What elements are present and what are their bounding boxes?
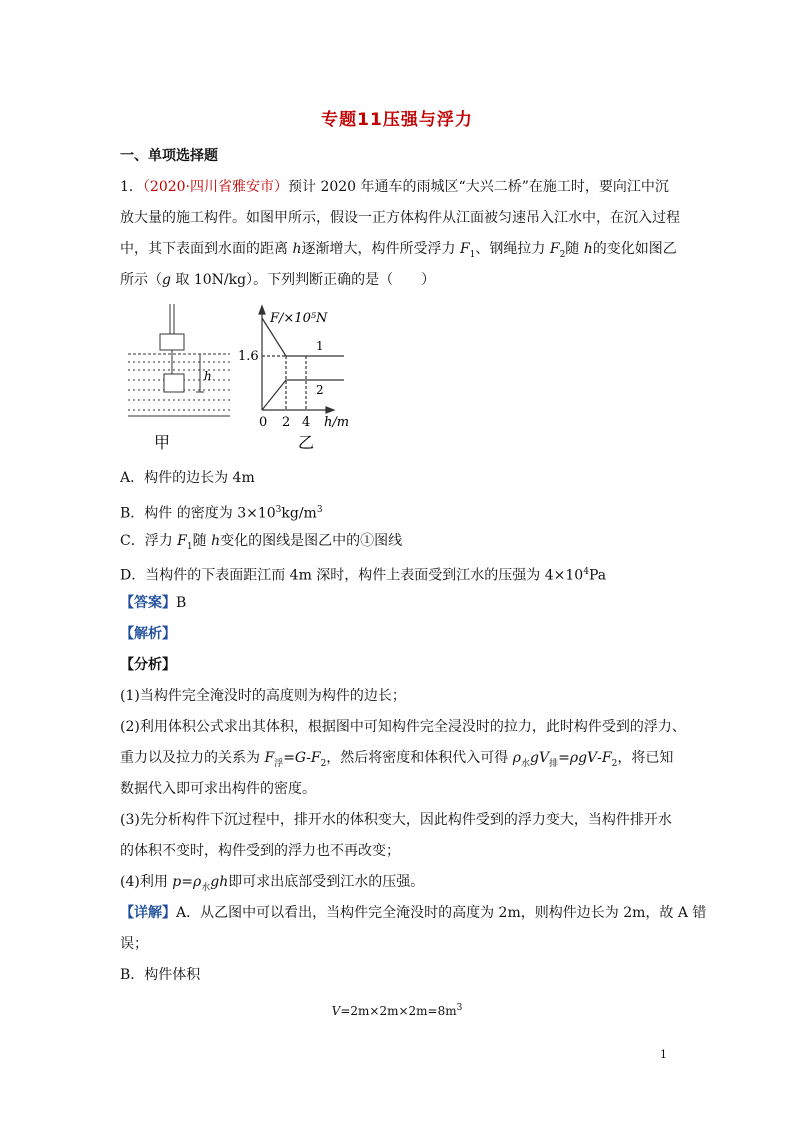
x-axis-label: h/m xyxy=(324,415,350,430)
formula-volume xyxy=(0,998,794,1021)
option-b-text: B．构件 的密度为 3×10 xyxy=(120,505,276,522)
option-b xyxy=(120,500,323,524)
stem-text: 、钢绳拉力 xyxy=(475,241,550,257)
page-title: 专题11压强与浮力 xyxy=(321,110,473,130)
superscript: 4 xyxy=(583,567,589,577)
text: - xyxy=(306,750,311,766)
var-h: h xyxy=(292,241,302,257)
subscript: 1 xyxy=(469,249,476,260)
var-g: g xyxy=(162,272,171,288)
var: gV xyxy=(530,750,550,766)
stem-text: 的变化如图乙 xyxy=(592,241,677,257)
option-b-text: kg/m xyxy=(281,505,317,522)
option-a xyxy=(120,468,255,488)
var: ρ xyxy=(569,750,579,766)
text: A．从乙图中可以看出，当构件完全淹没时的高度为 2m，则构件边长为 2m，故 A 错 xyxy=(176,905,707,921)
subscript: 2 xyxy=(320,758,327,769)
text: = xyxy=(181,874,193,890)
option-c xyxy=(120,531,402,557)
analysis-point-4 xyxy=(120,872,424,898)
subscript: 排 xyxy=(549,758,559,769)
text: (4)利用 xyxy=(120,874,173,890)
question-figure xyxy=(120,298,360,456)
analysis-point-2-cont xyxy=(120,748,673,774)
superscript: 3 xyxy=(456,1003,463,1013)
stem-text: 逐渐增大，构件所受浮力 xyxy=(301,241,460,257)
var: G xyxy=(294,750,307,766)
y-axis-label: F/×10⁵N xyxy=(270,311,328,326)
answer-tag: 【答案】 xyxy=(120,595,176,611)
text: 即可求出底部受到江水的压强。 xyxy=(228,874,425,890)
label-yi: 乙 xyxy=(298,433,315,452)
var: V xyxy=(331,1004,341,1018)
var-h: h xyxy=(583,241,593,257)
text: = xyxy=(283,750,295,766)
text: - xyxy=(597,750,602,766)
option-d xyxy=(120,562,606,586)
question-line-2 xyxy=(120,208,680,228)
option-c-text: 变化的图线是图乙中的①图线 xyxy=(220,533,403,549)
var: ρ xyxy=(192,874,202,890)
stem-text: 放大量的施工构件。如图甲所示，假设一正方体构件从江面被匀速吊入江水中，在沉入过程 xyxy=(120,210,680,226)
answer-line xyxy=(120,593,186,613)
var: ρ xyxy=(512,750,521,766)
text: = xyxy=(558,750,570,766)
detail-a-cont: 误； xyxy=(120,936,148,952)
detail-tag: 【详解】 xyxy=(120,905,176,921)
cube-block xyxy=(164,374,184,392)
analysis-tag: 【解析】 xyxy=(120,626,176,642)
var-h: h xyxy=(211,533,221,549)
h-label: h xyxy=(204,369,212,383)
option-d-text: D．当构件的下表面距江而 4m 深时，构件上表面受到江水的压强为 4×10 xyxy=(120,567,584,584)
subscript: 水 xyxy=(201,882,211,893)
superscript: 3 xyxy=(316,505,323,515)
stem-text: 所示（ xyxy=(120,272,162,288)
figure-svg xyxy=(120,298,360,456)
x-tick-label: 2 xyxy=(282,415,291,430)
stem-text: 预计 2020 年通车的雨城区“大兴二桥”在施工时，要向江中沉 xyxy=(288,179,669,195)
detail-b: B．构件体积 xyxy=(120,967,201,983)
question-number: 1． xyxy=(120,179,143,195)
option-a-text: A．构件的边长为 4m xyxy=(120,470,255,486)
fenxi-heading: 【分析】 xyxy=(120,657,176,673)
var: p xyxy=(172,874,182,890)
curve-1-label: 1 xyxy=(316,339,324,353)
x-tick-label: 4 xyxy=(302,415,311,430)
answer-value: B xyxy=(176,595,187,611)
subscript: 浮 xyxy=(274,758,284,769)
curve-2-label: 2 xyxy=(316,383,324,397)
text: ，将已知 xyxy=(617,750,674,766)
crane-block xyxy=(160,334,184,350)
y-tick-label: 1.6 xyxy=(238,349,259,364)
subscript: 1 xyxy=(186,541,193,552)
subscript: 2 xyxy=(611,758,618,769)
stem-text: 中，其下表面到水面的距离 xyxy=(120,241,293,257)
var: F xyxy=(310,750,321,766)
option-d-text: Pa xyxy=(588,567,607,584)
analysis-heading xyxy=(120,624,176,644)
section-heading: 一、单项选择题 xyxy=(120,148,218,164)
var: gh xyxy=(210,874,229,890)
var-f: F xyxy=(177,533,187,549)
question-line-1 xyxy=(120,177,669,197)
x-tick-label: 0 xyxy=(259,415,268,430)
var-f: F xyxy=(459,241,470,257)
var: F xyxy=(264,750,275,766)
detail-a xyxy=(120,903,706,923)
diagram-jia xyxy=(128,304,230,416)
analysis-point-3-cont: 的体积不变时，构件受到的浮力也不再改变； xyxy=(120,843,400,859)
analysis-point-3: (3)先分析构件下沉过程中，排开水的体积变大，因此构件受到的浮力变大，当构件排开水 xyxy=(120,812,672,828)
subscript: 2 xyxy=(559,249,566,260)
option-c-text: C．浮力 xyxy=(120,533,178,549)
analysis-point-1: (1)当构件完全淹没时的高度则为构件的边长； xyxy=(120,688,406,704)
question-line-3 xyxy=(120,239,677,265)
var: gV xyxy=(578,750,598,766)
curve-2 xyxy=(262,380,344,410)
y-axis-arrow xyxy=(259,306,265,314)
text: =2m×2m×2m=8m xyxy=(340,1004,457,1018)
analysis-point-2: (2)利用体积公式求出其体积，根据图中可知构件完全浸没时的拉力，此时构件受到的浮力、 xyxy=(120,719,686,735)
analysis-point-2-end: 数据代入即可求出构件的密度。 xyxy=(120,781,316,797)
var-f: F xyxy=(549,241,560,257)
stem-text: 取 10N/kg）。下列判断正确的是（ ） xyxy=(170,272,436,288)
x-axis-arrow xyxy=(326,407,334,413)
superscript: 3 xyxy=(275,505,282,515)
text: ，然后将密度和体积代入可得 xyxy=(326,750,513,766)
stem-text: 随 xyxy=(565,241,584,257)
page-number: 1 xyxy=(660,1048,667,1061)
label-jia: 甲 xyxy=(154,433,171,452)
text: 重力以及拉力的关系为 xyxy=(120,750,265,766)
subscript: 水 xyxy=(520,758,530,769)
option-c-text: 随 xyxy=(192,533,212,549)
var: F xyxy=(601,750,612,766)
question-source: （2020·四川省雅安市） xyxy=(142,179,289,195)
question-line-4 xyxy=(120,270,435,290)
